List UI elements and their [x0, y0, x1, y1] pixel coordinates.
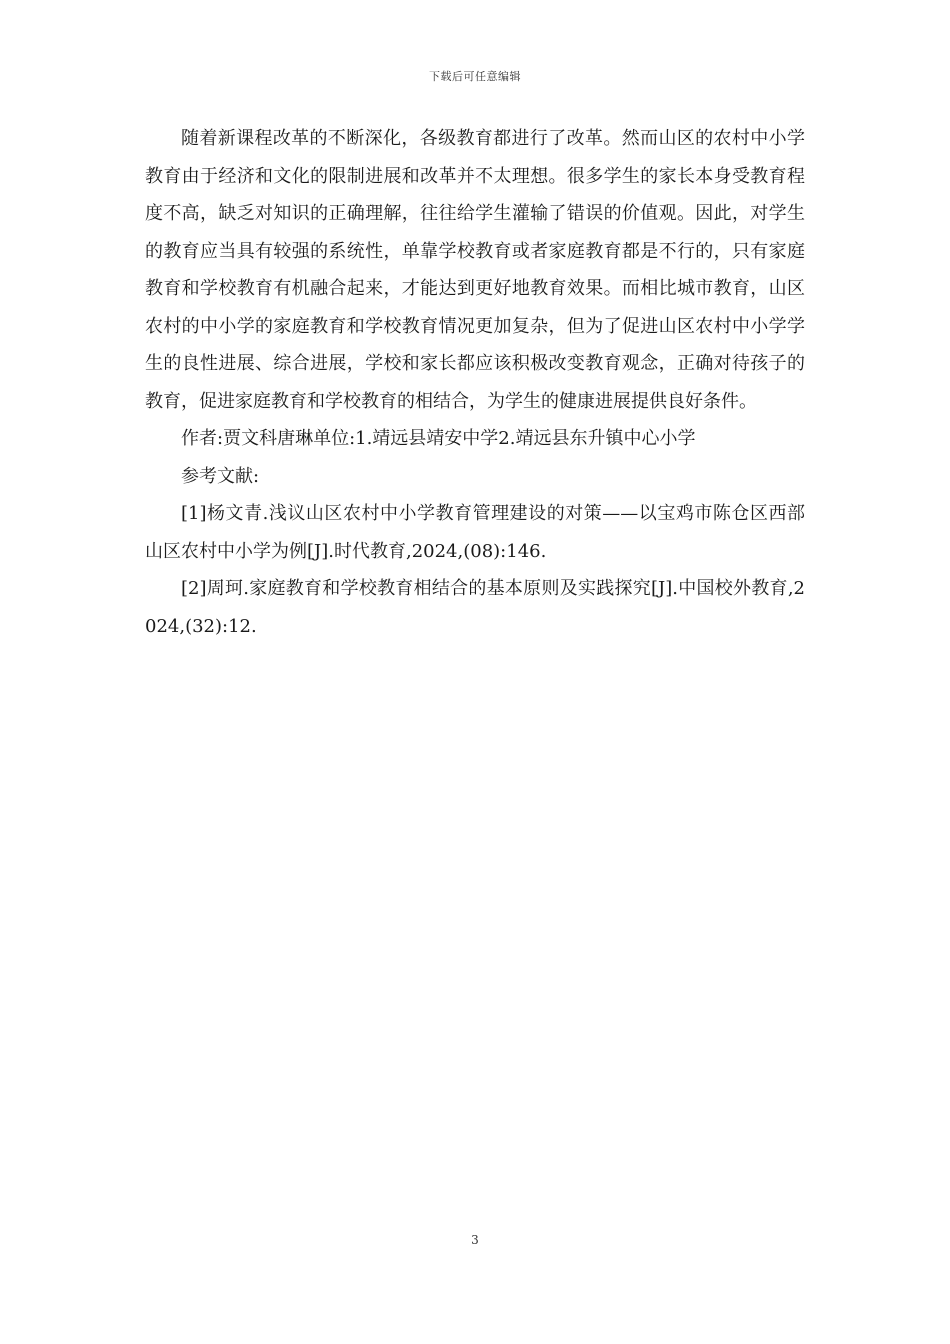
- references-heading: 参考文献:: [181, 465, 260, 487]
- page-number: 3: [471, 1233, 479, 1247]
- reference-item-1: [1]杨文青.浅议山区农村中小学教育管理建设的对策——以宝鸡市陈仓区西部山区农村中小学为例[J].时代教育,2024,(08):146.: [145, 503, 805, 562]
- reference-item-2: [2]周珂.家庭教育和学校教育相结合的基本原则及实践探究[J].中国校外教育,2024,(32):12.: [145, 578, 805, 637]
- body-paragraph: 随着新课程改革的不断深化，各级教育都进行了改革。然而山区的农村中小学教育由于经济和文化的限制进展和改革并不太理想。很多学生的家长本身受教育程度不高，缺乏对知识的正确理解，往往给学生灌输了错误的价值观。因此，对学生的教育应当具有较强的系统性，单靠学校教育或者家庭教育都是不行的，只有家庭教育和学校教育有机融合起来，才能达到更好地教育效果。而相比城市教育，山区农村的中小学的家庭教育和学校教育情况更加复杂，但为了促进山区农村中小学学生的良性进展、综合进展，学校和家长都应该积极改变教育观念，正确对待孩子的教育，促进家庭教育和学校教育的相结合，为学生的健康进展提供良好条件。: [145, 128, 805, 412]
- author-line: 作者:贾文科唐琳单位:1.靖远县靖安中学2.靖远县东升镇中心小学: [181, 428, 696, 449]
- header-note: 下载后可任意编辑: [429, 70, 521, 83]
- document-body: [145, 120, 805, 645]
